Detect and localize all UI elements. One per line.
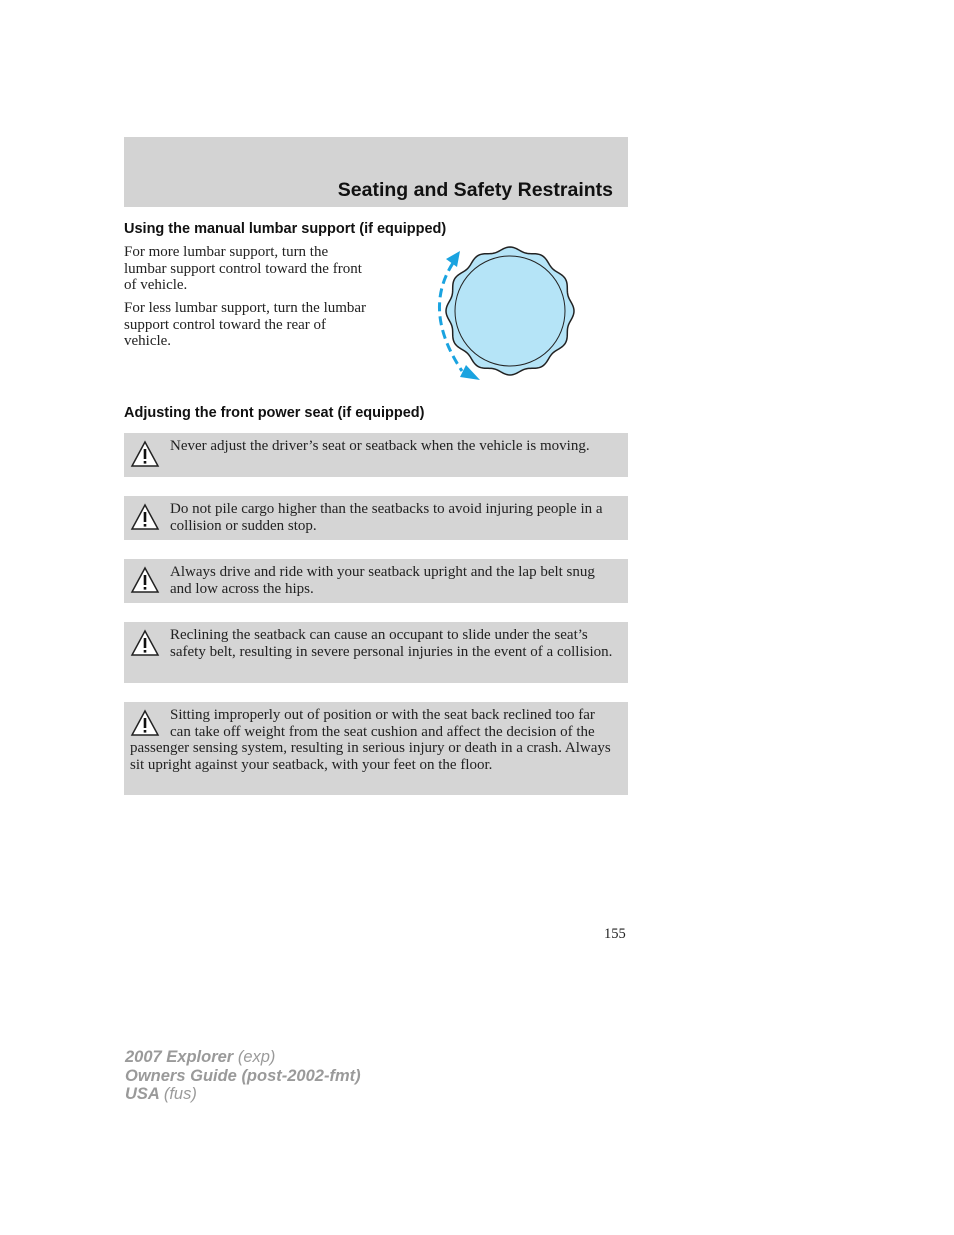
warning-box — [124, 702, 628, 795]
warning-text: Do not pile cargo higher than the seatbacks to avoid injuring people in a collision or sudden stop. — [170, 501, 603, 534]
warning-triangle-icon — [130, 439, 160, 469]
warning-box — [124, 433, 628, 477]
warning-triangle-icon — [130, 502, 160, 532]
warning-triangle-icon — [130, 565, 160, 595]
power-seat-heading: Adjusting the front power seat (if equipped) — [124, 405, 425, 421]
footer-market-code: (fus) — [163, 1085, 197, 1103]
lumbar-paragraph-less: For less lumbar support, turn the lumbar support control toward the rear of vehicle. — [124, 300, 367, 349]
section-title: Seating and Safety Restraints — [337, 179, 613, 201]
warning-text: Always drive and ride with your seatback upright and the lap belt snug and low across the hips. — [170, 564, 595, 597]
document-footer — [125, 1048, 361, 1104]
page-number: 155 — [604, 926, 626, 942]
footer-guide: Owners Guide (post-2002-fmt) — [125, 1066, 361, 1085]
lumbar-knob-illustration — [420, 243, 580, 383]
warning-box — [124, 559, 628, 603]
footer-model-code: (exp) — [237, 1048, 276, 1066]
lumbar-heading: Using the manual lumbar support (if equipped) — [124, 221, 447, 237]
section-header-band — [124, 137, 628, 207]
warning-box — [124, 496, 628, 540]
warning-triangle-icon — [130, 708, 160, 738]
warning-triangle-icon — [130, 628, 160, 658]
arrow-down-icon — [460, 365, 480, 380]
footer-market: USA — [125, 1085, 160, 1103]
warning-text: Never adjust the driver’s seat or seatback when the vehicle is moving. — [170, 438, 590, 454]
lumbar-paragraph-more: For more lumbar support, turn the lumbar support control toward the front of vehicle. — [124, 244, 362, 293]
footer-model: 2007 Explorer — [125, 1048, 234, 1066]
warning-text: Reclining the seatback can cause an occupant to slide under the seat’s safety belt, resulting in severe personal injuries in the event of a collision. — [170, 627, 613, 660]
warning-text: Sitting improperly out of position or with the seat back reclined too far can take off weight from the seat cushion and affect the decision of the passenger sensing system, resulting in serious injury or death in a crash. Always sit upright against your seatback, with your feet on the floor. — [130, 707, 611, 773]
warning-box — [124, 622, 628, 683]
